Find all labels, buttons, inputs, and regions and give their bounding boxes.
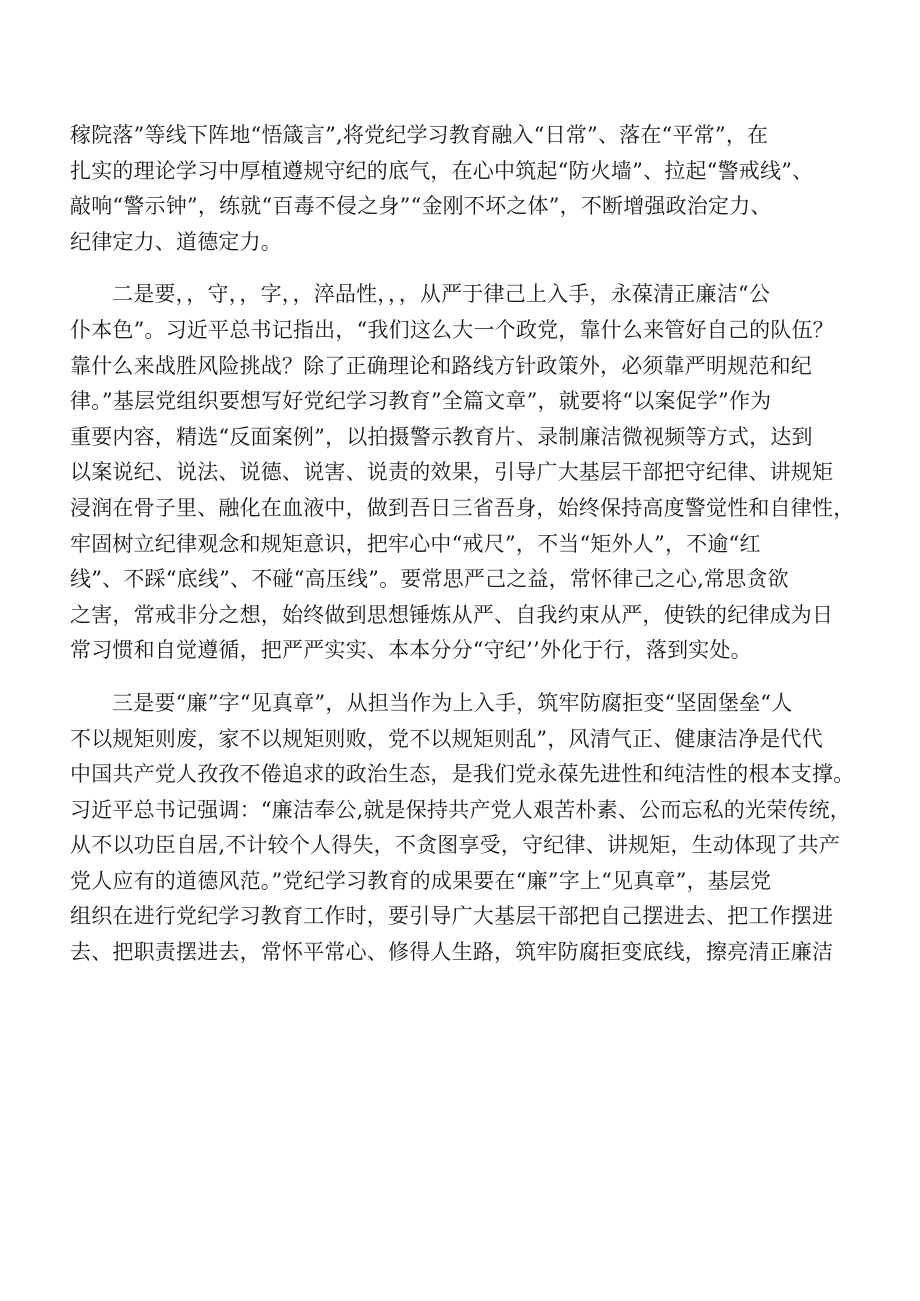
paragraph-point-two [70, 277, 860, 669]
text-line: 常习惯和自觉遵循，把严严实实、本本分分“守纪’’外化于行，落到实处。 [70, 638, 752, 663]
text-line: 扎实的理论学习中厚植遵规守纪的底气，在心中筑起“防火墙”、拉起“警戒线”、 [70, 158, 814, 183]
text-line: 不以规矩则废，家不以规矩则败，党不以规矩则乱”，风清气正、健康洁净是代代 [70, 726, 823, 751]
text-line: 牢固树立纪律观念和规矩意识，把牢心中“戒尺”，不当“矩外人”，不逾“红 [70, 531, 761, 556]
text-line: 习近平总书记强调：“廉洁奉公,就是保持共产党人艰苦朴素、公而忘私的光荣传统， [70, 797, 852, 822]
text-line: 三是要“廉”字“见真章”，从担当作为上入手，筑牢防腐拒变“坚固堡垒“人 [112, 690, 793, 715]
document-body [70, 118, 860, 971]
text-line: 稼院落”等线下阵地“悟箴言”,将党纪学习教育融入“日常”、落在“平常”，在 [70, 123, 769, 147]
paragraph-continuation [70, 118, 860, 260]
text-line: 以案说纪、说法、说德、说害、说责的效果，引导广大基层干部把守纪律、讲规矩 [70, 460, 834, 485]
paragraph-point-three [70, 686, 860, 971]
text-line: 党人应有的道德风范。”党纪学习教育的成果要在“廉”字上“见真章”，基层党 [70, 868, 772, 893]
text-line: 二是要，，守，，字，，淬品性，，，从严于律己上入手，永葆清正廉洁“公 [112, 282, 771, 307]
text-line: 重要内容，精选“反面案例”，以拍摄警示教育片、录制廉洁微视频等方式，达到 [70, 424, 813, 449]
text-line: 浸润在骨子里、融化在血液中，做到吾日三省吾身，始终保持高度警觉性和自律性， [70, 495, 855, 520]
text-line: 纪律定力、道德定力。 [70, 229, 282, 254]
text-line: 之害，常戒非分之想，始终做到思想锤炼从严、自我约束从严，使铁的纪律成为日 [70, 602, 834, 627]
text-line: 律。”基层党组织要想写好党纪学习教育”全篇文章”，就要将“以案促学”作为 [70, 389, 772, 414]
text-line: 去、把职责摆进去，常怀平常心、修得人生路，筑牢防腐拒变底线，擦亮清正廉洁 [70, 940, 834, 965]
text-line: 敲响“警示钟”，练就“百毒不侵之身”“金刚不坏之体”，不断增强政治定力、 [70, 194, 772, 219]
text-line: 线”、不踩“底线”、不碰“高压线”。要常思严己之益，常怀律己之心,常思贪欲 [70, 567, 789, 592]
text-line: 中国共产党人孜孜不倦追求的政治生态，是我们党永葆先进性和纯洁性的根本支撑。 [70, 762, 855, 787]
text-line: 靠什么来战胜风险挑战？除了正确理论和路线方针政策外，必须靠严明规范和纪 [70, 353, 812, 378]
text-line: 组织在进行党纪学习教育工作时，要引导广大基层干部把自己摆进去、把工作摆进 [70, 904, 834, 929]
text-line: 仆本色”。习近平总书记指出，“我们这么大一个政党，靠什么来管好自己的队伍？ [70, 317, 834, 342]
text-line: 从不以功臣自居,不计较个人得失，不贪图享受，守纪律、讲规矩，生动体现了共产 [70, 833, 841, 858]
